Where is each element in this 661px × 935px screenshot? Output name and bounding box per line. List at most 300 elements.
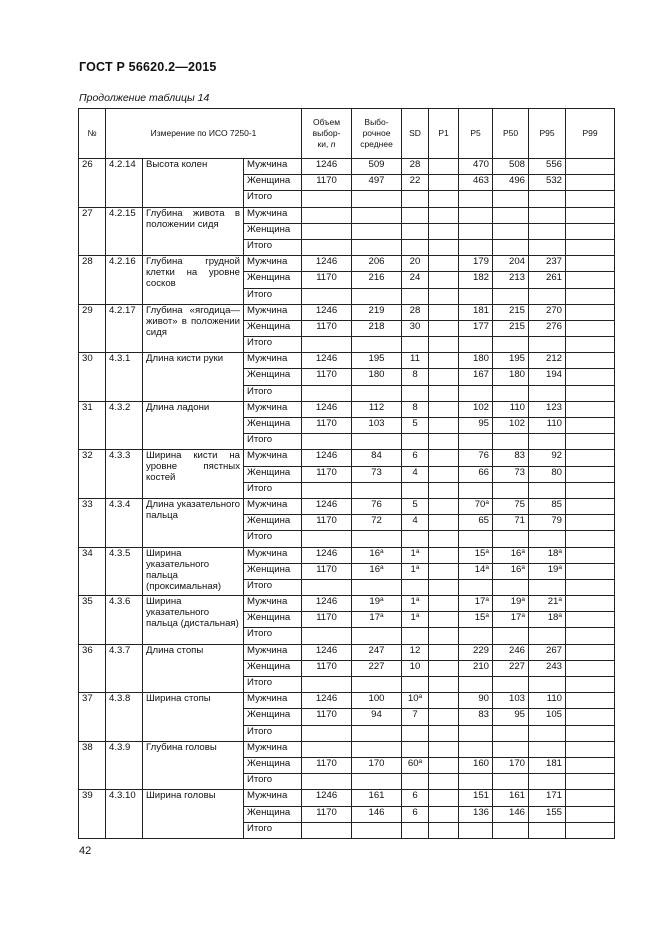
sex-label: Итого bbox=[244, 579, 302, 595]
cell-sd: 8 bbox=[402, 369, 429, 385]
measurement-name bbox=[143, 498, 244, 547]
cell-p99 bbox=[566, 353, 615, 369]
cell-p1 bbox=[429, 175, 459, 191]
cell-p50: 17$^a$ bbox=[493, 612, 529, 628]
cell-p5: 182 bbox=[459, 272, 493, 288]
cell-n bbox=[302, 579, 352, 595]
table-row bbox=[79, 693, 615, 709]
cell-p50: 508 bbox=[493, 159, 529, 175]
cell-p99 bbox=[566, 272, 615, 288]
cell-p5: 229 bbox=[459, 644, 493, 660]
cell-p99 bbox=[566, 644, 615, 660]
sex-label: Мужчина bbox=[244, 353, 302, 369]
table-row bbox=[79, 304, 615, 320]
iso-code: 4.3.1 bbox=[106, 353, 143, 402]
cell-p50: 213 bbox=[493, 272, 529, 288]
cell-sd: 10 bbox=[402, 660, 429, 676]
col-header-p1: P1 bbox=[429, 109, 459, 159]
cell-p50: 103 bbox=[493, 693, 529, 709]
cell-p95 bbox=[529, 531, 566, 547]
measurement-name bbox=[143, 693, 244, 742]
document-header: ГОСТ Р 56620.2—2015 bbox=[79, 60, 217, 74]
cell-p50 bbox=[493, 822, 529, 838]
cell-p50 bbox=[493, 628, 529, 644]
row-number: 36 bbox=[79, 644, 106, 693]
cell-n: 1246 bbox=[302, 547, 352, 563]
cell-mean bbox=[352, 774, 402, 790]
cell-sd: 60$^a$ bbox=[402, 757, 429, 773]
cell-p1 bbox=[429, 725, 459, 741]
row-number: 30 bbox=[79, 353, 106, 402]
cell-p50: 83 bbox=[493, 450, 529, 466]
sex-label: Мужчина bbox=[244, 159, 302, 175]
cell-mean: 17$^a$ bbox=[352, 612, 402, 628]
cell-mean: 84 bbox=[352, 450, 402, 466]
cell-p99 bbox=[566, 159, 615, 175]
cell-p95: 194 bbox=[529, 369, 566, 385]
cell-p5 bbox=[459, 531, 493, 547]
cell-p99 bbox=[566, 385, 615, 401]
cell-n bbox=[302, 239, 352, 255]
cell-mean bbox=[352, 434, 402, 450]
cell-p95: 276 bbox=[529, 320, 566, 336]
cell-p50: 75 bbox=[493, 498, 529, 514]
table-row bbox=[79, 790, 615, 806]
cell-p50: 16$^a$ bbox=[493, 563, 529, 579]
cell-p1 bbox=[429, 531, 459, 547]
cell-p95 bbox=[529, 482, 566, 498]
cell-mean: 170 bbox=[352, 757, 402, 773]
cell-p95: 270 bbox=[529, 304, 566, 320]
table-row bbox=[79, 741, 615, 757]
cell-sd bbox=[402, 628, 429, 644]
cell-p1 bbox=[429, 579, 459, 595]
table-row bbox=[79, 547, 615, 563]
cell-n: 1246 bbox=[302, 401, 352, 417]
iso-code: 4.2.15 bbox=[106, 207, 143, 256]
cell-p95: 80 bbox=[529, 466, 566, 482]
cell-p50: 161 bbox=[493, 790, 529, 806]
cell-sd: 4 bbox=[402, 466, 429, 482]
iso-code: 4.3.9 bbox=[106, 741, 143, 790]
cell-sd bbox=[402, 191, 429, 207]
cell-p1 bbox=[429, 644, 459, 660]
cell-p5 bbox=[459, 725, 493, 741]
cell-sd: 20 bbox=[402, 256, 429, 272]
row-number: 27 bbox=[79, 207, 106, 256]
cell-n bbox=[302, 207, 352, 223]
cell-n: 1170 bbox=[302, 369, 352, 385]
cell-p5: 65 bbox=[459, 515, 493, 531]
sex-label: Мужчина bbox=[244, 256, 302, 272]
cell-mean: 206 bbox=[352, 256, 402, 272]
table-row bbox=[79, 450, 615, 466]
cell-p1 bbox=[429, 790, 459, 806]
sex-label: Мужчина bbox=[244, 547, 302, 563]
cell-n: 1170 bbox=[302, 709, 352, 725]
sex-label: Итого bbox=[244, 725, 302, 741]
cell-mean: 218 bbox=[352, 320, 402, 336]
cell-p5: 463 bbox=[459, 175, 493, 191]
cell-p95: 261 bbox=[529, 272, 566, 288]
cell-n: 1246 bbox=[302, 159, 352, 175]
cell-p5 bbox=[459, 434, 493, 450]
cell-p50: 170 bbox=[493, 757, 529, 773]
table-row bbox=[79, 353, 615, 369]
cell-p50: 215 bbox=[493, 320, 529, 336]
cell-mean bbox=[352, 531, 402, 547]
cell-p5 bbox=[459, 239, 493, 255]
cell-mean: 247 bbox=[352, 644, 402, 660]
table-row bbox=[79, 256, 615, 272]
iso-code: 4.3.7 bbox=[106, 644, 143, 693]
sex-label: Итого bbox=[244, 482, 302, 498]
measurement-name bbox=[143, 256, 244, 305]
cell-p99 bbox=[566, 660, 615, 676]
measurement-name bbox=[143, 790, 244, 839]
cell-p95: 556 bbox=[529, 159, 566, 175]
cell-p50: 215 bbox=[493, 304, 529, 320]
cell-p5 bbox=[459, 385, 493, 401]
cell-p1 bbox=[429, 563, 459, 579]
cell-sd: 24 bbox=[402, 272, 429, 288]
sex-label: Мужчина bbox=[244, 304, 302, 320]
sex-label: Женщина bbox=[244, 709, 302, 725]
measurement-name-text: Высота колен bbox=[146, 159, 208, 170]
cell-p50 bbox=[493, 482, 529, 498]
cell-p99 bbox=[566, 191, 615, 207]
col-header-sample-size: Объем выбор- ки, n bbox=[302, 109, 352, 159]
cell-p1 bbox=[429, 757, 459, 773]
cell-p99 bbox=[566, 450, 615, 466]
cell-p95: 79 bbox=[529, 515, 566, 531]
page-number: 42 bbox=[79, 845, 92, 857]
cell-p1 bbox=[429, 547, 459, 563]
col-header-mean: Выбо- рочное среднее bbox=[352, 109, 402, 159]
sex-label: Итого bbox=[244, 191, 302, 207]
sex-label: Женщина bbox=[244, 660, 302, 676]
sex-label: Итого bbox=[244, 677, 302, 693]
measurement-name-text: Ширина указательного пальца (проксимальная) bbox=[146, 547, 222, 592]
cell-n: 1246 bbox=[302, 256, 352, 272]
sex-label: Итого bbox=[244, 628, 302, 644]
cell-p95: 181 bbox=[529, 757, 566, 773]
cell-p5: 83 bbox=[459, 709, 493, 725]
cell-p1 bbox=[429, 628, 459, 644]
measurement-name bbox=[143, 644, 244, 693]
cell-p99 bbox=[566, 628, 615, 644]
cell-p99 bbox=[566, 223, 615, 239]
cell-p95 bbox=[529, 385, 566, 401]
cell-p95 bbox=[529, 628, 566, 644]
cell-sd bbox=[402, 725, 429, 741]
cell-sd bbox=[402, 223, 429, 239]
sex-label: Мужчина bbox=[244, 207, 302, 223]
anthropometric-table bbox=[78, 108, 615, 839]
cell-p50: 227 bbox=[493, 660, 529, 676]
cell-p95: 171 bbox=[529, 790, 566, 806]
cell-sd: 1$^a$ bbox=[402, 596, 429, 612]
cell-mean: 73 bbox=[352, 466, 402, 482]
cell-mean: 161 bbox=[352, 790, 402, 806]
table-header-row bbox=[79, 109, 615, 159]
cell-mean: 103 bbox=[352, 418, 402, 434]
cell-n: 1246 bbox=[302, 304, 352, 320]
cell-mean: 180 bbox=[352, 369, 402, 385]
cell-p99 bbox=[566, 677, 615, 693]
iso-code: 4.3.6 bbox=[106, 596, 143, 645]
cell-sd bbox=[402, 288, 429, 304]
cell-p5: 15$^a$ bbox=[459, 612, 493, 628]
cell-p5 bbox=[459, 741, 493, 757]
cell-p5: 76 bbox=[459, 450, 493, 466]
cell-p50: 19$^a$ bbox=[493, 596, 529, 612]
cell-p50 bbox=[493, 288, 529, 304]
cell-p95: 110 bbox=[529, 693, 566, 709]
cell-mean: 227 bbox=[352, 660, 402, 676]
table-row bbox=[79, 159, 615, 175]
cell-p5 bbox=[459, 223, 493, 239]
measurement-name bbox=[143, 401, 244, 450]
iso-code: 4.3.4 bbox=[106, 498, 143, 547]
cell-p99 bbox=[566, 401, 615, 417]
row-number: 34 bbox=[79, 547, 106, 596]
cell-mean bbox=[352, 385, 402, 401]
cell-p99 bbox=[566, 320, 615, 336]
cell-p1 bbox=[429, 385, 459, 401]
cell-p95: 532 bbox=[529, 175, 566, 191]
cell-p99 bbox=[566, 466, 615, 482]
cell-p50: 73 bbox=[493, 466, 529, 482]
measurement-name bbox=[143, 304, 244, 353]
table-row bbox=[79, 401, 615, 417]
cell-mean bbox=[352, 207, 402, 223]
sex-label: Итого bbox=[244, 531, 302, 547]
cell-p99 bbox=[566, 822, 615, 838]
cell-p5: 102 bbox=[459, 401, 493, 417]
table-row bbox=[79, 498, 615, 514]
cell-mean: 16$^a$ bbox=[352, 547, 402, 563]
cell-p95 bbox=[529, 579, 566, 595]
cell-p1 bbox=[429, 741, 459, 757]
cell-n bbox=[302, 385, 352, 401]
measurement-name bbox=[143, 159, 244, 208]
cell-mean: 16$^a$ bbox=[352, 563, 402, 579]
cell-p99 bbox=[566, 806, 615, 822]
iso-code: 4.3.5 bbox=[106, 547, 143, 596]
cell-sd: 28 bbox=[402, 159, 429, 175]
cell-p1 bbox=[429, 677, 459, 693]
sex-label: Мужчина bbox=[244, 401, 302, 417]
cell-p1 bbox=[429, 337, 459, 353]
cell-p99 bbox=[566, 757, 615, 773]
cell-sd bbox=[402, 207, 429, 223]
cell-mean: 216 bbox=[352, 272, 402, 288]
cell-p50 bbox=[493, 434, 529, 450]
cell-n: 1170 bbox=[302, 515, 352, 531]
cell-p5 bbox=[459, 337, 493, 353]
cell-sd bbox=[402, 579, 429, 595]
cell-p5: 181 bbox=[459, 304, 493, 320]
measurement-name-text: Глубина грудной клетки на уровне сосков bbox=[146, 256, 240, 290]
cell-p5: 180 bbox=[459, 353, 493, 369]
cell-p99 bbox=[566, 790, 615, 806]
sex-label: Итого bbox=[244, 385, 302, 401]
measurement-name-text: Ширина указательного пальца (дистальная) bbox=[146, 596, 239, 630]
cell-p50 bbox=[493, 774, 529, 790]
cell-p95: 18$^a$ bbox=[529, 612, 566, 628]
cell-sd: 5 bbox=[402, 418, 429, 434]
cell-sd bbox=[402, 741, 429, 757]
cell-p95: 19$^a$ bbox=[529, 563, 566, 579]
cell-p50: 110 bbox=[493, 401, 529, 417]
cell-p95 bbox=[529, 223, 566, 239]
cell-p99 bbox=[566, 774, 615, 790]
iso-code: 4.2.17 bbox=[106, 304, 143, 353]
cell-mean: 219 bbox=[352, 304, 402, 320]
cell-p5 bbox=[459, 191, 493, 207]
cell-p99 bbox=[566, 207, 615, 223]
measurement-name bbox=[143, 450, 244, 499]
table-caption: Продолжение таблицы 14 bbox=[79, 92, 210, 104]
cell-n: 1170 bbox=[302, 272, 352, 288]
cell-p99 bbox=[566, 547, 615, 563]
cell-p50: 496 bbox=[493, 175, 529, 191]
cell-p5: 95 bbox=[459, 418, 493, 434]
cell-p5: 210 bbox=[459, 660, 493, 676]
cell-n bbox=[302, 223, 352, 239]
sex-label: Мужчина bbox=[244, 498, 302, 514]
cell-p1 bbox=[429, 774, 459, 790]
row-number: 26 bbox=[79, 159, 106, 208]
col-header-sd: SD bbox=[402, 109, 429, 159]
sex-label: Женщина bbox=[244, 223, 302, 239]
cell-p1 bbox=[429, 612, 459, 628]
cell-p99 bbox=[566, 725, 615, 741]
cell-n: 1246 bbox=[302, 450, 352, 466]
cell-n: 1170 bbox=[302, 612, 352, 628]
sex-label: Женщина bbox=[244, 272, 302, 288]
cell-p99 bbox=[566, 741, 615, 757]
cell-sd: 1$^a$ bbox=[402, 563, 429, 579]
iso-code: 4.3.8 bbox=[106, 693, 143, 742]
cell-p50 bbox=[493, 531, 529, 547]
col-header-p5: P5 bbox=[459, 109, 493, 159]
cell-n: 1170 bbox=[302, 418, 352, 434]
cell-sd bbox=[402, 677, 429, 693]
measurement-name-text: Ширина головы bbox=[146, 790, 216, 802]
measurement-name bbox=[143, 547, 244, 596]
sex-label: Мужчина bbox=[244, 741, 302, 757]
measurement-name-text: Длина кисти руки bbox=[146, 353, 224, 365]
sex-label: Итого bbox=[244, 288, 302, 304]
cell-p1 bbox=[429, 450, 459, 466]
cell-p95 bbox=[529, 434, 566, 450]
cell-p1 bbox=[429, 320, 459, 336]
sex-label: Мужчина bbox=[244, 790, 302, 806]
cell-mean bbox=[352, 725, 402, 741]
cell-p5 bbox=[459, 207, 493, 223]
cell-p95: 21$^a$ bbox=[529, 596, 566, 612]
cell-mean bbox=[352, 628, 402, 644]
sex-label: Итого bbox=[244, 239, 302, 255]
measurement-name-text: Ширина кисти на уровне пястных костей bbox=[146, 450, 240, 484]
cell-p1 bbox=[429, 401, 459, 417]
cell-n: 1170 bbox=[302, 757, 352, 773]
measurement-name bbox=[143, 207, 244, 256]
measurement-name-text: Ширина стопы bbox=[146, 693, 211, 705]
cell-p5: 136 bbox=[459, 806, 493, 822]
cell-p50 bbox=[493, 677, 529, 693]
col-header-p95: P95 bbox=[529, 109, 566, 159]
cell-n: 1170 bbox=[302, 466, 352, 482]
cell-p99 bbox=[566, 434, 615, 450]
row-number: 29 bbox=[79, 304, 106, 353]
cell-sd: 11 bbox=[402, 353, 429, 369]
cell-p99 bbox=[566, 596, 615, 612]
cell-p50 bbox=[493, 579, 529, 595]
cell-p95: 105 bbox=[529, 709, 566, 725]
cell-p50 bbox=[493, 239, 529, 255]
cell-mean bbox=[352, 741, 402, 757]
col-header-p99: P99 bbox=[566, 109, 615, 159]
cell-n bbox=[302, 191, 352, 207]
cell-p50: 16$^a$ bbox=[493, 547, 529, 563]
sex-label: Итого bbox=[244, 337, 302, 353]
cell-p5: 14$^a$ bbox=[459, 563, 493, 579]
cell-n: 1246 bbox=[302, 644, 352, 660]
row-number: 28 bbox=[79, 256, 106, 305]
sex-label: Мужчина bbox=[244, 450, 302, 466]
cell-n bbox=[302, 822, 352, 838]
cell-sd bbox=[402, 337, 429, 353]
cell-mean bbox=[352, 337, 402, 353]
cell-sd: 28 bbox=[402, 304, 429, 320]
cell-p1 bbox=[429, 822, 459, 838]
sex-label: Женщина bbox=[244, 806, 302, 822]
cell-sd: 10$^a$ bbox=[402, 693, 429, 709]
cell-p95 bbox=[529, 239, 566, 255]
cell-p50 bbox=[493, 337, 529, 353]
sex-label: Мужчина bbox=[244, 693, 302, 709]
cell-n bbox=[302, 677, 352, 693]
iso-code: 4.2.16 bbox=[106, 256, 143, 305]
cell-p5 bbox=[459, 677, 493, 693]
sex-label: Мужчина bbox=[244, 596, 302, 612]
cell-p1 bbox=[429, 191, 459, 207]
cell-n: 1170 bbox=[302, 320, 352, 336]
cell-p1 bbox=[429, 353, 459, 369]
cell-p99 bbox=[566, 256, 615, 272]
cell-mean bbox=[352, 579, 402, 595]
iso-code: 4.2.14 bbox=[106, 159, 143, 208]
measurement-name-text: Глубина головы bbox=[146, 741, 217, 753]
cell-p50: 146 bbox=[493, 806, 529, 822]
sex-label: Женщина bbox=[244, 757, 302, 773]
cell-p95 bbox=[529, 207, 566, 223]
col-header-p50: P50 bbox=[493, 109, 529, 159]
cell-p5: 90 bbox=[459, 693, 493, 709]
cell-n bbox=[302, 741, 352, 757]
measurement-name bbox=[143, 741, 244, 790]
sex-label: Женщина bbox=[244, 320, 302, 336]
sex-label: Мужчина bbox=[244, 644, 302, 660]
cell-p5 bbox=[459, 822, 493, 838]
sex-label: Женщина bbox=[244, 369, 302, 385]
cell-p95: 267 bbox=[529, 644, 566, 660]
cell-p1 bbox=[429, 660, 459, 676]
cell-mean: 76 bbox=[352, 498, 402, 514]
